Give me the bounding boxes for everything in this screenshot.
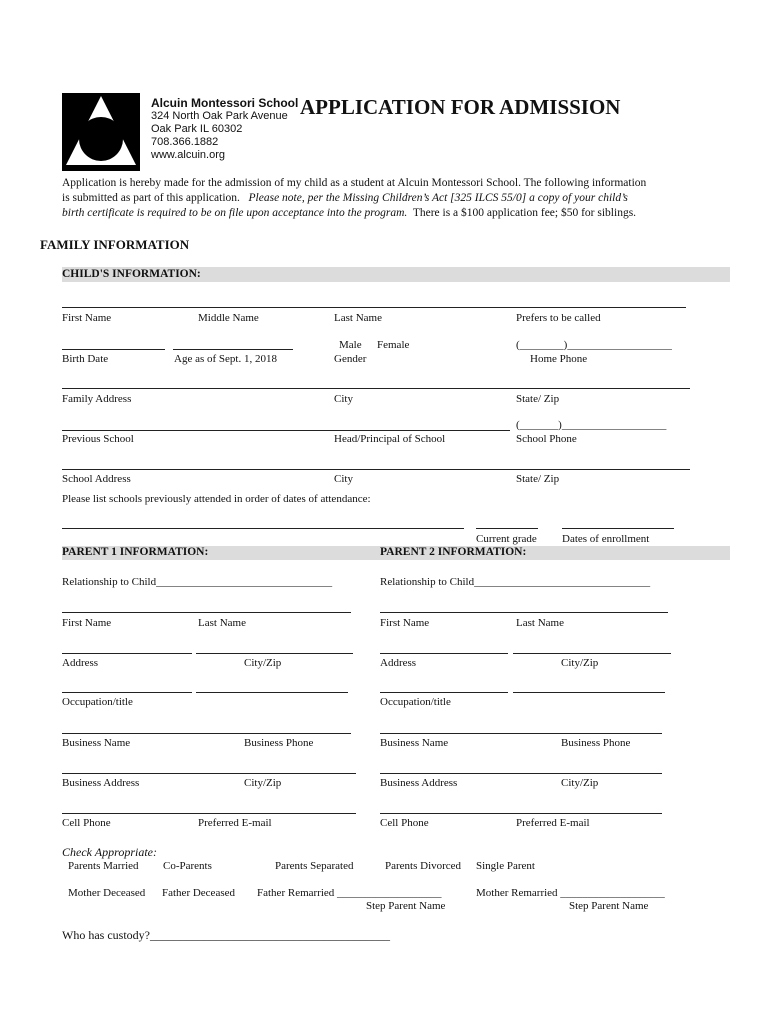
parent2-address-label: Address: [380, 657, 417, 669]
parent2-last-name-label: Last Name: [516, 617, 564, 629]
previous-school-line[interactable]: [62, 430, 510, 431]
parent2-business-name-label: Business Name: [380, 737, 449, 749]
parent1-occupation-line[interactable]: [62, 692, 192, 693]
parent2-name-line[interactable]: [380, 612, 668, 613]
schools-list-line[interactable]: [62, 528, 464, 529]
parent2-heading: PARENT 2 INFORMATION:: [380, 546, 527, 558]
school-address-label: School Address: [62, 473, 131, 485]
parent2-address-line[interactable]: [380, 653, 508, 654]
father-deceased-option[interactable]: Father Deceased: [162, 887, 235, 899]
parent1-cell-label: Cell Phone: [62, 817, 111, 829]
parent1-last-name-label: Last Name: [198, 617, 246, 629]
parent2-occupation-line-2[interactable]: [513, 692, 665, 693]
parent1-relationship[interactable]: Relationship to Child________________________________: [62, 576, 333, 588]
family-address-line[interactable]: [62, 388, 690, 389]
page-title: APPLICATION FOR ADMISSION: [300, 95, 621, 119]
school-phone-label: School Phone: [516, 433, 577, 445]
parent2-business-phone-label: Business Phone: [561, 737, 631, 749]
intro-line-3a: birth certificate is required to be on file upon acceptance into the program.: [62, 207, 408, 219]
parent2-cityzip2-label: City/Zip: [561, 777, 599, 789]
parent2-cell-line[interactable]: [380, 813, 662, 814]
mother-deceased-option[interactable]: Mother Deceased: [68, 887, 146, 899]
birth-date-line[interactable]: [62, 349, 165, 350]
parent2-occupation-line[interactable]: [380, 692, 508, 693]
parent2-cityzip-label: City/Zip: [561, 657, 599, 669]
single-parent-option[interactable]: Single Parent: [476, 860, 535, 872]
child-middle-name-label: Middle Name: [198, 312, 259, 324]
female-option[interactable]: Female: [377, 339, 410, 351]
parent2-cityzip-line[interactable]: [513, 653, 671, 654]
child-first-name-label: First Name: [62, 312, 112, 324]
school-state-zip-label: State/ Zip: [516, 473, 560, 485]
parents-divorced-option[interactable]: Parents Divorced: [385, 860, 462, 872]
parent1-business-address-label: Business Address: [62, 777, 140, 789]
coparents-option[interactable]: Co-Parents: [163, 860, 212, 872]
parent1-business-line[interactable]: [62, 733, 351, 734]
birth-date-label: Birth Date: [62, 353, 109, 365]
parent1-occupation-label: Occupation/title: [62, 696, 133, 708]
parent1-cityzip2-label: City/Zip: [244, 777, 282, 789]
current-grade-line[interactable]: [476, 528, 538, 529]
parent1-address-line[interactable]: [62, 653, 192, 654]
parent2-occupation-label: Occupation/title: [380, 696, 451, 708]
step-parent-name-label: Step Parent Name: [366, 900, 446, 912]
parent2-relationship[interactable]: Relationship to Child________________________________: [380, 576, 651, 588]
home-phone-label: Home Phone: [530, 353, 588, 365]
custody-field[interactable]: Who has custody?________________________________________: [62, 928, 390, 942]
dates-enrollment-line[interactable]: [562, 528, 674, 529]
step-parent-name-label-2: Step Parent Name: [569, 900, 649, 912]
school-web: www.alcuin.org: [151, 149, 225, 161]
check-appropriate-heading: Check Appropriate:: [62, 845, 157, 859]
parent1-business-address-line[interactable]: [62, 773, 356, 774]
child-last-name-label: Last Name: [334, 312, 382, 324]
school-street: 324 North Oak Park Avenue: [151, 110, 288, 122]
parent1-cityzip-label: City/Zip: [244, 657, 282, 669]
parent2-business-line[interactable]: [380, 733, 662, 734]
parent2-first-name-label: First Name: [380, 617, 430, 629]
parent1-email-label: Preferred E-mail: [198, 817, 272, 829]
parents-separated-option[interactable]: Parents Separated: [275, 860, 354, 872]
intro-line-1: Application is hereby made for the admission of my child as a student at Alcuin Montessori School. The following information: [62, 177, 647, 189]
school-logo: [62, 93, 140, 171]
parent1-occupation-line-2[interactable]: [196, 692, 348, 693]
current-grade-label: Current grade: [476, 533, 537, 545]
child-prefers-label: Prefers to be called: [516, 312, 601, 324]
mother-remarried-option[interactable]: Mother Remarried ___________________: [476, 887, 665, 899]
school-phone: 708.366.1882: [151, 136, 219, 148]
intro-line-2b: Please note, per the Missing Children’s Act [325 ILCS 55/0] a copy of your child’s: [248, 192, 628, 204]
family-address-label: Family Address: [62, 393, 132, 405]
intro-line-3: [62, 207, 636, 219]
intro-line-2a: is submitted as part of this application.: [62, 192, 240, 204]
father-remarried-option[interactable]: Father Remarried ___________________: [257, 887, 442, 899]
age-line[interactable]: [173, 349, 293, 350]
previous-school-label: Previous School: [62, 433, 134, 445]
school-city: Oak Park IL 60302: [151, 123, 243, 135]
state-zip-label: State/ Zip: [516, 393, 560, 405]
parent1-name-line[interactable]: [62, 612, 351, 613]
intro-line-3b: There is a $100 application fee; $50 for siblings.: [412, 207, 637, 219]
dates-enrollment-label: Dates of enrollment: [562, 533, 650, 545]
child-heading: CHILD'S INFORMATION:: [62, 268, 201, 280]
parent2-cell-label: Cell Phone: [380, 817, 429, 829]
parent1-first-name-label: First Name: [62, 617, 112, 629]
parent1-heading: PARENT 1 INFORMATION:: [62, 546, 209, 558]
parents-married-option[interactable]: Parents Married: [68, 860, 139, 872]
parent1-cell-line[interactable]: [62, 813, 356, 814]
head-principal-label: Head/Principal of School: [334, 433, 446, 445]
age-label: Age as of Sept. 1, 2018: [174, 353, 277, 365]
parent1-business-name-label: Business Name: [62, 737, 131, 749]
parent1-address-label: Address: [62, 657, 99, 669]
school-name: Alcuin Montessori School: [151, 96, 299, 110]
home-phone-blank[interactable]: (________)___________________: [516, 339, 672, 351]
school-phone-blank[interactable]: (_______)___________________: [516, 419, 667, 431]
parent2-email-label: Preferred E-mail: [516, 817, 590, 829]
list-schools-label: Please list schools previously attended in order of dates of attendance:: [62, 493, 371, 505]
parent1-business-phone-label: Business Phone: [244, 737, 314, 749]
child-name-line[interactable]: [62, 307, 686, 308]
intro-line-2: [62, 192, 628, 204]
school-address-block: [151, 97, 298, 162]
parent2-business-address-line[interactable]: [380, 773, 662, 774]
school-address-line[interactable]: [62, 469, 690, 470]
family-heading: FAMILY INFORMATION: [40, 237, 190, 252]
gender-label: Gender: [334, 353, 367, 365]
parent1-cityzip-line[interactable]: [196, 653, 353, 654]
city-label: City: [334, 393, 353, 405]
male-option[interactable]: Male: [339, 339, 362, 351]
parent2-business-address-label: Business Address: [380, 777, 458, 789]
school-city-label: City: [334, 473, 353, 485]
